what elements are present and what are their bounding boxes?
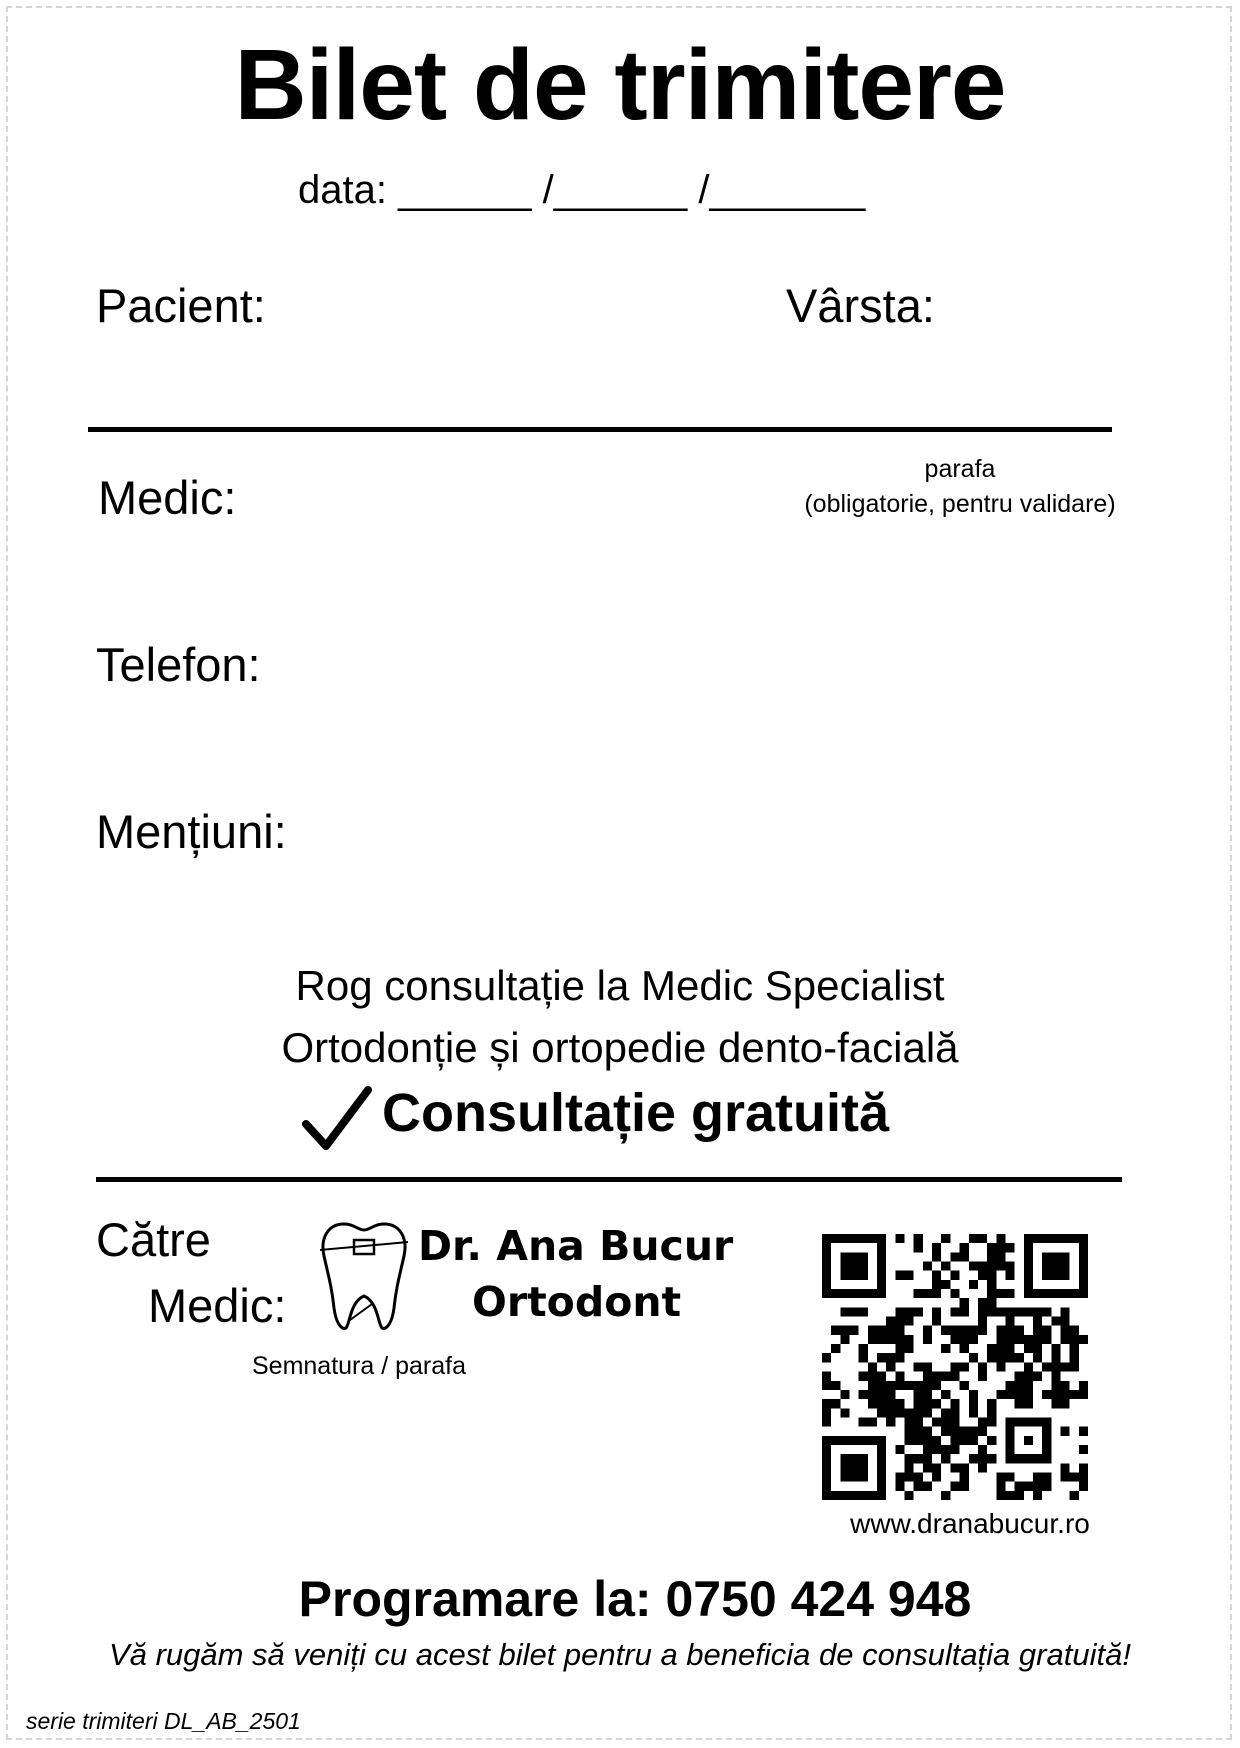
notes-label: Mențiuni: — [96, 805, 287, 858]
request-line-2: Ortodonție și ortopedie dento-facială — [281, 1024, 959, 1071]
section-divider — [96, 1177, 1122, 1182]
stamp-hint: (obligatorie, pentru validare) — [804, 490, 1116, 518]
request-line-1: Rog consultație la Medic Specialist — [295, 962, 945, 1009]
series-number: serie trimiteri DL_AB_2501 — [26, 1708, 301, 1734]
age-label: Vârsta: — [786, 279, 935, 332]
free-consultation: Consultație gratuită — [382, 1083, 890, 1143]
footer-note: Vă rugăm să veniți cu acest bilet pentru a beneficia de consultația gratuită! — [109, 1637, 1131, 1672]
recipient-label-line1: Către — [96, 1213, 211, 1266]
qr-code[interactable] — [822, 1234, 1088, 1500]
patient-label: Pacient: — [96, 279, 266, 332]
recipient-label-line2: Medic: — [148, 1279, 287, 1332]
checkmark-icon — [302, 1086, 372, 1152]
stamp-box — [780, 452, 1140, 522]
signature-label: Semnatura / parafa — [252, 1352, 467, 1380]
patient-divider — [88, 427, 1112, 432]
stamp-label: parafa — [924, 455, 996, 483]
brand-role: Ortodont — [472, 1278, 682, 1326]
tooth-logo-icon — [314, 1216, 414, 1336]
page-title: Bilet de trimitere — [234, 29, 1006, 141]
date-field[interactable]: data: ______ /______ /_______ — [298, 168, 866, 212]
appointment-phone: Programare la: 0750 424 948 — [298, 1571, 972, 1627]
doctor-label: Medic: — [98, 471, 237, 524]
phone-label: Telefon: — [96, 638, 261, 691]
brand-name: Dr. Ana Bucur — [418, 1222, 734, 1270]
website-link[interactable]: www.dranabucur.ro — [850, 1508, 1090, 1539]
